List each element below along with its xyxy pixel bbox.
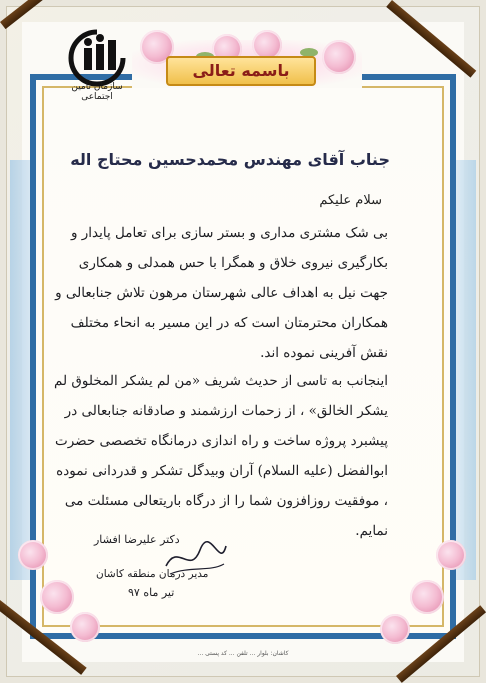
body-paragraph-2: اینجانب به تاسی از حدیث شریف «من لم یشکر المخلوق لم یشکر الخالق» ، از زحمات ارزشمند و صادقانه جنابعالی در پیشبرد پروژه ساخت و راه اندازی درمانگاه تخصصی حضرت ابوالفضل (علیه السلام) آران وبیدگل تشکر و قدردانی نموده ، موفقیت روزافزون شما را از درگاه باریتعالی مسئلت می نمایم. [54, 373, 388, 539]
org-name: سازمان تأمین اجتماعی [71, 82, 123, 102]
flower-ornament-icon [322, 40, 356, 74]
flower-ornament-icon [18, 540, 48, 570]
header-title: باسمه تعالی [166, 56, 316, 86]
addressee-line: جناب آقای مهندس محمدحسین محتاج اله [70, 150, 390, 169]
social-security-logo-icon [66, 28, 128, 88]
flower-ornament-icon [380, 614, 410, 644]
greeting: سلام علیکم [319, 193, 382, 208]
footer-address: کاشان: بلوار ... تلفن ... کد پستی ... [197, 650, 289, 657]
letter-date: تیر ماه ۹۷ [128, 586, 175, 599]
signatory-title: مدیر درمان منطقه کاشان [96, 568, 209, 580]
flower-ornament-icon [40, 580, 74, 614]
flower-ornament-icon [70, 612, 100, 642]
flower-ornament-icon [436, 540, 466, 570]
flower-ornament-icon [410, 580, 444, 614]
body-paragraph-1: بی شک مشتری مداری و بستر سازی برای تعامل پایدار و بکارگیری نیروی خلاق و همگرا با حس همدلی و همکاری جهت نیل به اهداف عالی شهرستان مرهون تلاش جنابعالی و همکاران محترمتان است که در این مسیر به انحاء مختلف نقش آفرینی نموده اند. [55, 225, 388, 361]
signatory-name: دکتر علیرضا افشار [94, 533, 180, 546]
